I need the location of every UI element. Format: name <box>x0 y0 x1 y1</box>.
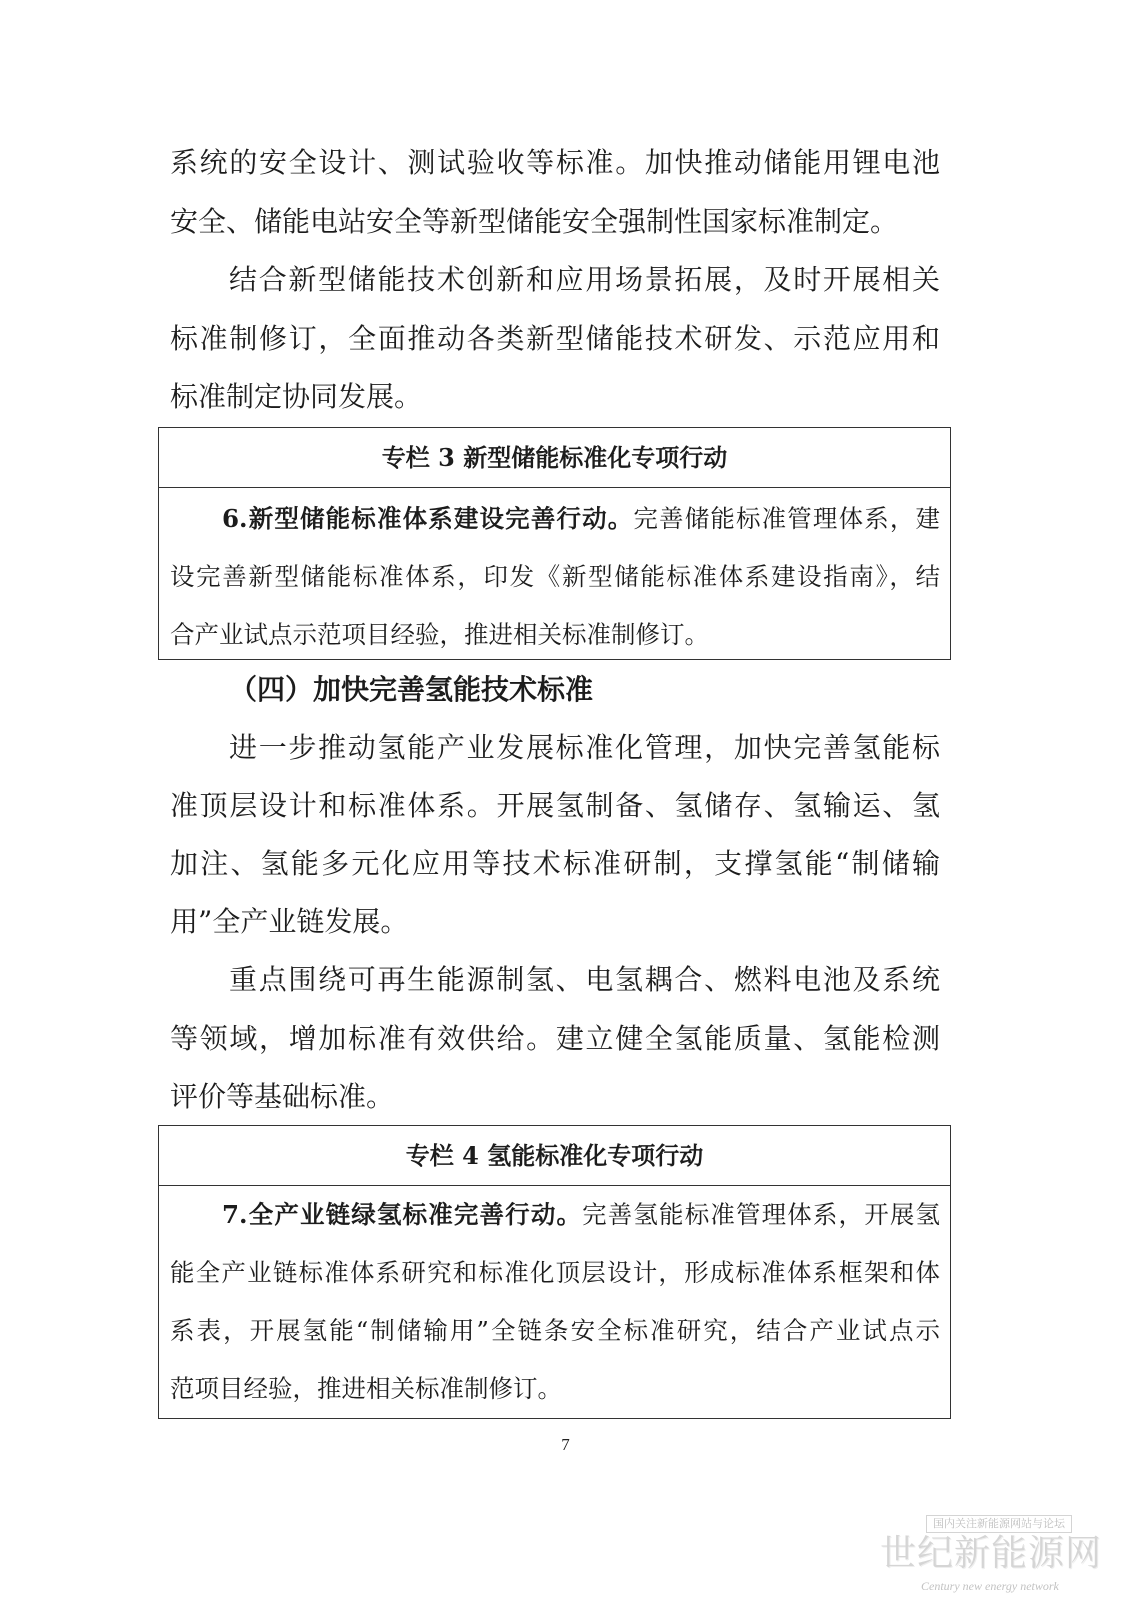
column-box-body <box>159 488 950 664</box>
paragraph-line: 用”全产业链发展。 <box>170 905 409 939</box>
paragraph-line: 标准制定协同发展。 <box>170 380 423 413</box>
paragraph-line: 重点围绕可再生能源制氢、电氢耦合、燃料电池及系统 <box>229 963 940 997</box>
column-box-title: 专栏 3 新型储能标准化专项行动 <box>159 428 950 488</box>
body-text-top <box>170 134 940 427</box>
paragraph-line: 进一步推动氢能产业发展标准化管理，加快完善氢能标 <box>229 731 940 765</box>
action-item-line: 合产业试点示范项目经验，推进相关标准制修订。 <box>170 620 709 649</box>
column-box-title: 专栏 4 氢能标准化专项行动 <box>159 1126 950 1186</box>
section-heading: （四）加快完善氢能技术标准 <box>229 673 594 706</box>
action-item-lead: 7.全产业链绿氢标准完善行动。 <box>222 1200 583 1229</box>
paragraph-line: 结合新型储能技术创新和应用场景拓展，及时开展相关 <box>229 263 940 296</box>
column-box-3 <box>158 427 951 660</box>
action-item-line: 能全产业链标准体系研究和标准化顶层设计，形成标准体系框架和体 <box>170 1258 940 1287</box>
page-number: 7 <box>561 1435 570 1454</box>
action-item-line: 系表，开展氢能“制储输用”全链条安全标准研究，结合产业试点示 <box>170 1316 940 1345</box>
paragraph-line: 评价等基础标准。 <box>170 1079 395 1113</box>
column-box-4 <box>158 1125 951 1419</box>
column-box-body <box>159 1186 950 1418</box>
action-item-line <box>170 490 940 548</box>
body-text-middle <box>170 661 940 1126</box>
action-item-lead: 6.新型储能标准体系建设完善行动。 <box>222 504 634 533</box>
paragraph-line: 加注、氢能多元化应用等技术标准研制，支撑氢能“制储输 <box>170 847 940 881</box>
action-item-text: 完善储能标准管理体系，建 <box>633 504 941 533</box>
watermark-english-text: Century new energy network <box>921 1579 1059 1593</box>
action-item-line: 范项目经验，推进相关标准制修订。 <box>170 1374 562 1403</box>
action-item-text: 完善氢能标准管理体系，开展氢 <box>582 1200 940 1229</box>
action-item-line <box>170 1186 940 1244</box>
paragraph-line: 安全、储能电站安全等新型储能安全强制性国家标准制定。 <box>170 204 899 238</box>
paragraph-line: 系统的安全设计、测试验收等标准。加快推动储能用锂电池 <box>170 146 940 179</box>
watermark-slogan: 国内关注新能源网站与论坛 <box>926 1515 1072 1533</box>
paragraph-line: 准顶层设计和标准体系。开展氢制备、氢储存、氢输运、氢 <box>170 789 940 823</box>
paragraph-line: 标准制修订，全面推动各类新型储能技术研发、示范应用和 <box>170 321 940 355</box>
action-item-line: 设完善新型储能标准体系，印发《新型储能标准体系建设指南》，结 <box>170 562 940 591</box>
paragraph-line: 等领域，增加标准有效供给。建立健全氢能质量、氢能检测 <box>170 1021 940 1055</box>
watermark-logo-text: 世纪新能源网 <box>880 1533 1103 1574</box>
